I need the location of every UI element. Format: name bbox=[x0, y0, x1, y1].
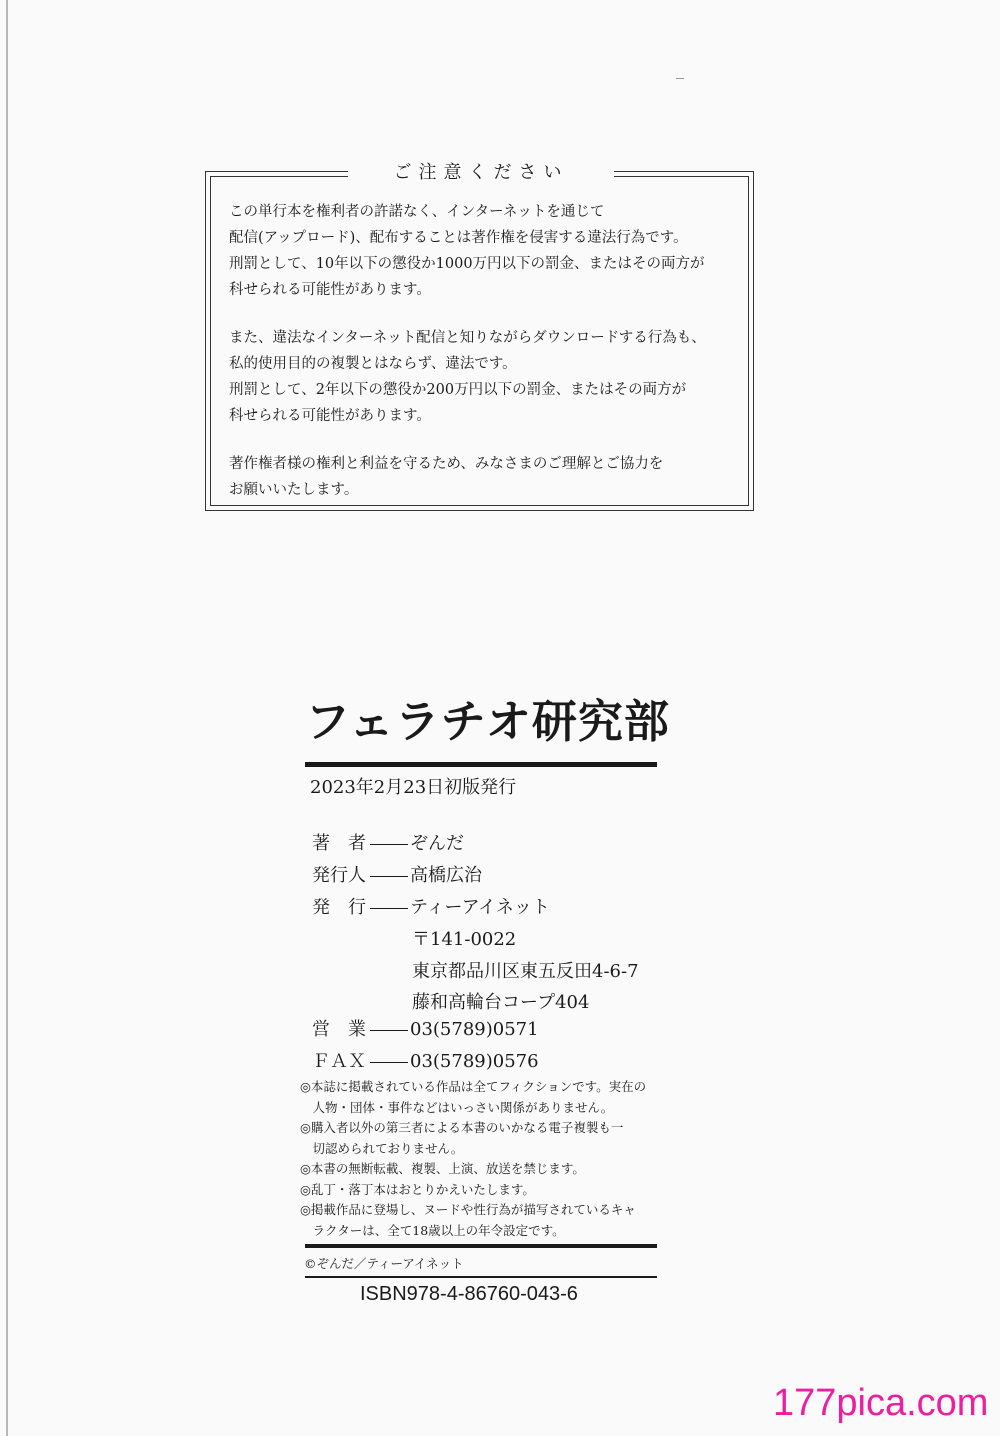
note-line: ラクターは、全て18歳以上の年令設定です。 bbox=[300, 1222, 565, 1238]
copyright-text: ©ぞんだ／ティーアイネット bbox=[304, 1256, 464, 1271]
book-title: フェラチオ研究部 bbox=[305, 695, 670, 748]
notice-line: 刑罰として、10年以下の懲役か1000万円以下の罰金、またはその両方が bbox=[229, 256, 705, 272]
publication-date: 2023年2月23日初版発行 bbox=[310, 777, 517, 798]
postal-code: 〒141-0022 bbox=[412, 929, 517, 950]
credit-dash bbox=[370, 844, 408, 845]
credit-publisher bbox=[312, 892, 550, 924]
copyright-rule-bottom bbox=[305, 1276, 657, 1278]
contact-numbers bbox=[312, 1014, 539, 1078]
scan-speck bbox=[676, 78, 684, 79]
credit-label: 発行人 bbox=[312, 865, 366, 886]
credit-label: 発 行 bbox=[312, 897, 366, 918]
credit-publisher-person bbox=[312, 860, 550, 892]
credit-value: 03(5789)0571 bbox=[410, 1019, 539, 1040]
credit-label: 著 者 bbox=[312, 833, 366, 854]
credit-label: ＦＡＸ bbox=[312, 1051, 366, 1072]
notice-line: 科せられる可能性があります。 bbox=[229, 408, 431, 424]
notice-line: 刑罰として、2年以下の懲役か200万円以下の罰金、またはその両方が bbox=[229, 382, 687, 398]
note-line: ◎乱丁・落丁本はおとりかえいたします。 bbox=[300, 1181, 535, 1197]
note-line: ◎掲載作品に登場し、ヌードや性行為が描写されているキャ bbox=[300, 1202, 636, 1217]
credit-sales bbox=[312, 1014, 539, 1046]
credit-dash bbox=[370, 1062, 408, 1063]
legal-notes bbox=[300, 1077, 646, 1241]
isbn: ISBN978-4-86760-043-6 bbox=[360, 1283, 578, 1305]
note-line: ◎購入者以外の第三者による本書のいかなる電子複製も一 bbox=[300, 1120, 624, 1135]
credit-dash bbox=[370, 1030, 408, 1031]
notice-body bbox=[229, 199, 749, 503]
credit-value: ティーアイネット bbox=[410, 897, 550, 918]
credit-value: 03(5789)0576 bbox=[410, 1051, 539, 1072]
title-rule bbox=[305, 762, 657, 767]
notice-line: この単行本を権利者の許諾なく、インターネットを通じて bbox=[229, 204, 605, 220]
notice-title: ご注意ください bbox=[348, 159, 614, 187]
note-line: ◎本書の無断転載、複製、上演、放送を禁じます。 bbox=[300, 1161, 585, 1176]
notice-line: 著作権者様の権利と利益を守るため、みなさまのご理解とご協力を bbox=[229, 456, 664, 472]
credit-dash bbox=[370, 876, 408, 877]
address-line-1: 東京都品川区東五反田4-6-7 bbox=[412, 961, 639, 982]
credit-value: ぞんだ bbox=[410, 833, 464, 854]
watermark: 177pica.com bbox=[773, 1382, 989, 1424]
notice-line: 配信(アップロード)、配布することは著作権を侵害する違法行為です。 bbox=[229, 230, 688, 246]
credit-author bbox=[312, 828, 550, 860]
notice-line: お願いいたします。 bbox=[229, 482, 359, 498]
note-line: ◎本誌に掲載されている作品は全てフィクションです。実在の bbox=[300, 1079, 647, 1094]
copyright-rule-top bbox=[305, 1244, 657, 1248]
note-line: 人物・団体・事件などはいっさい関係がありません。 bbox=[300, 1099, 614, 1115]
credit-value: 高橋広治 bbox=[410, 865, 482, 886]
notice-line: 科せられる可能性があります。 bbox=[229, 282, 431, 298]
note-line: 切認められておりません。 bbox=[300, 1140, 464, 1156]
credit-label: 営 業 bbox=[312, 1019, 366, 1040]
page-edge-line bbox=[6, 0, 8, 1436]
credit-fax bbox=[312, 1046, 539, 1078]
credits bbox=[312, 828, 550, 924]
address-line-2: 藤和高輪台コープ404 bbox=[412, 992, 590, 1013]
notice-line: 私的使用目的の複製とはならず、違法です。 bbox=[229, 356, 517, 372]
notice-line: また、違法なインターネット配信と知りながらダウンロードする行為も、 bbox=[229, 330, 706, 346]
credit-dash bbox=[370, 908, 408, 909]
